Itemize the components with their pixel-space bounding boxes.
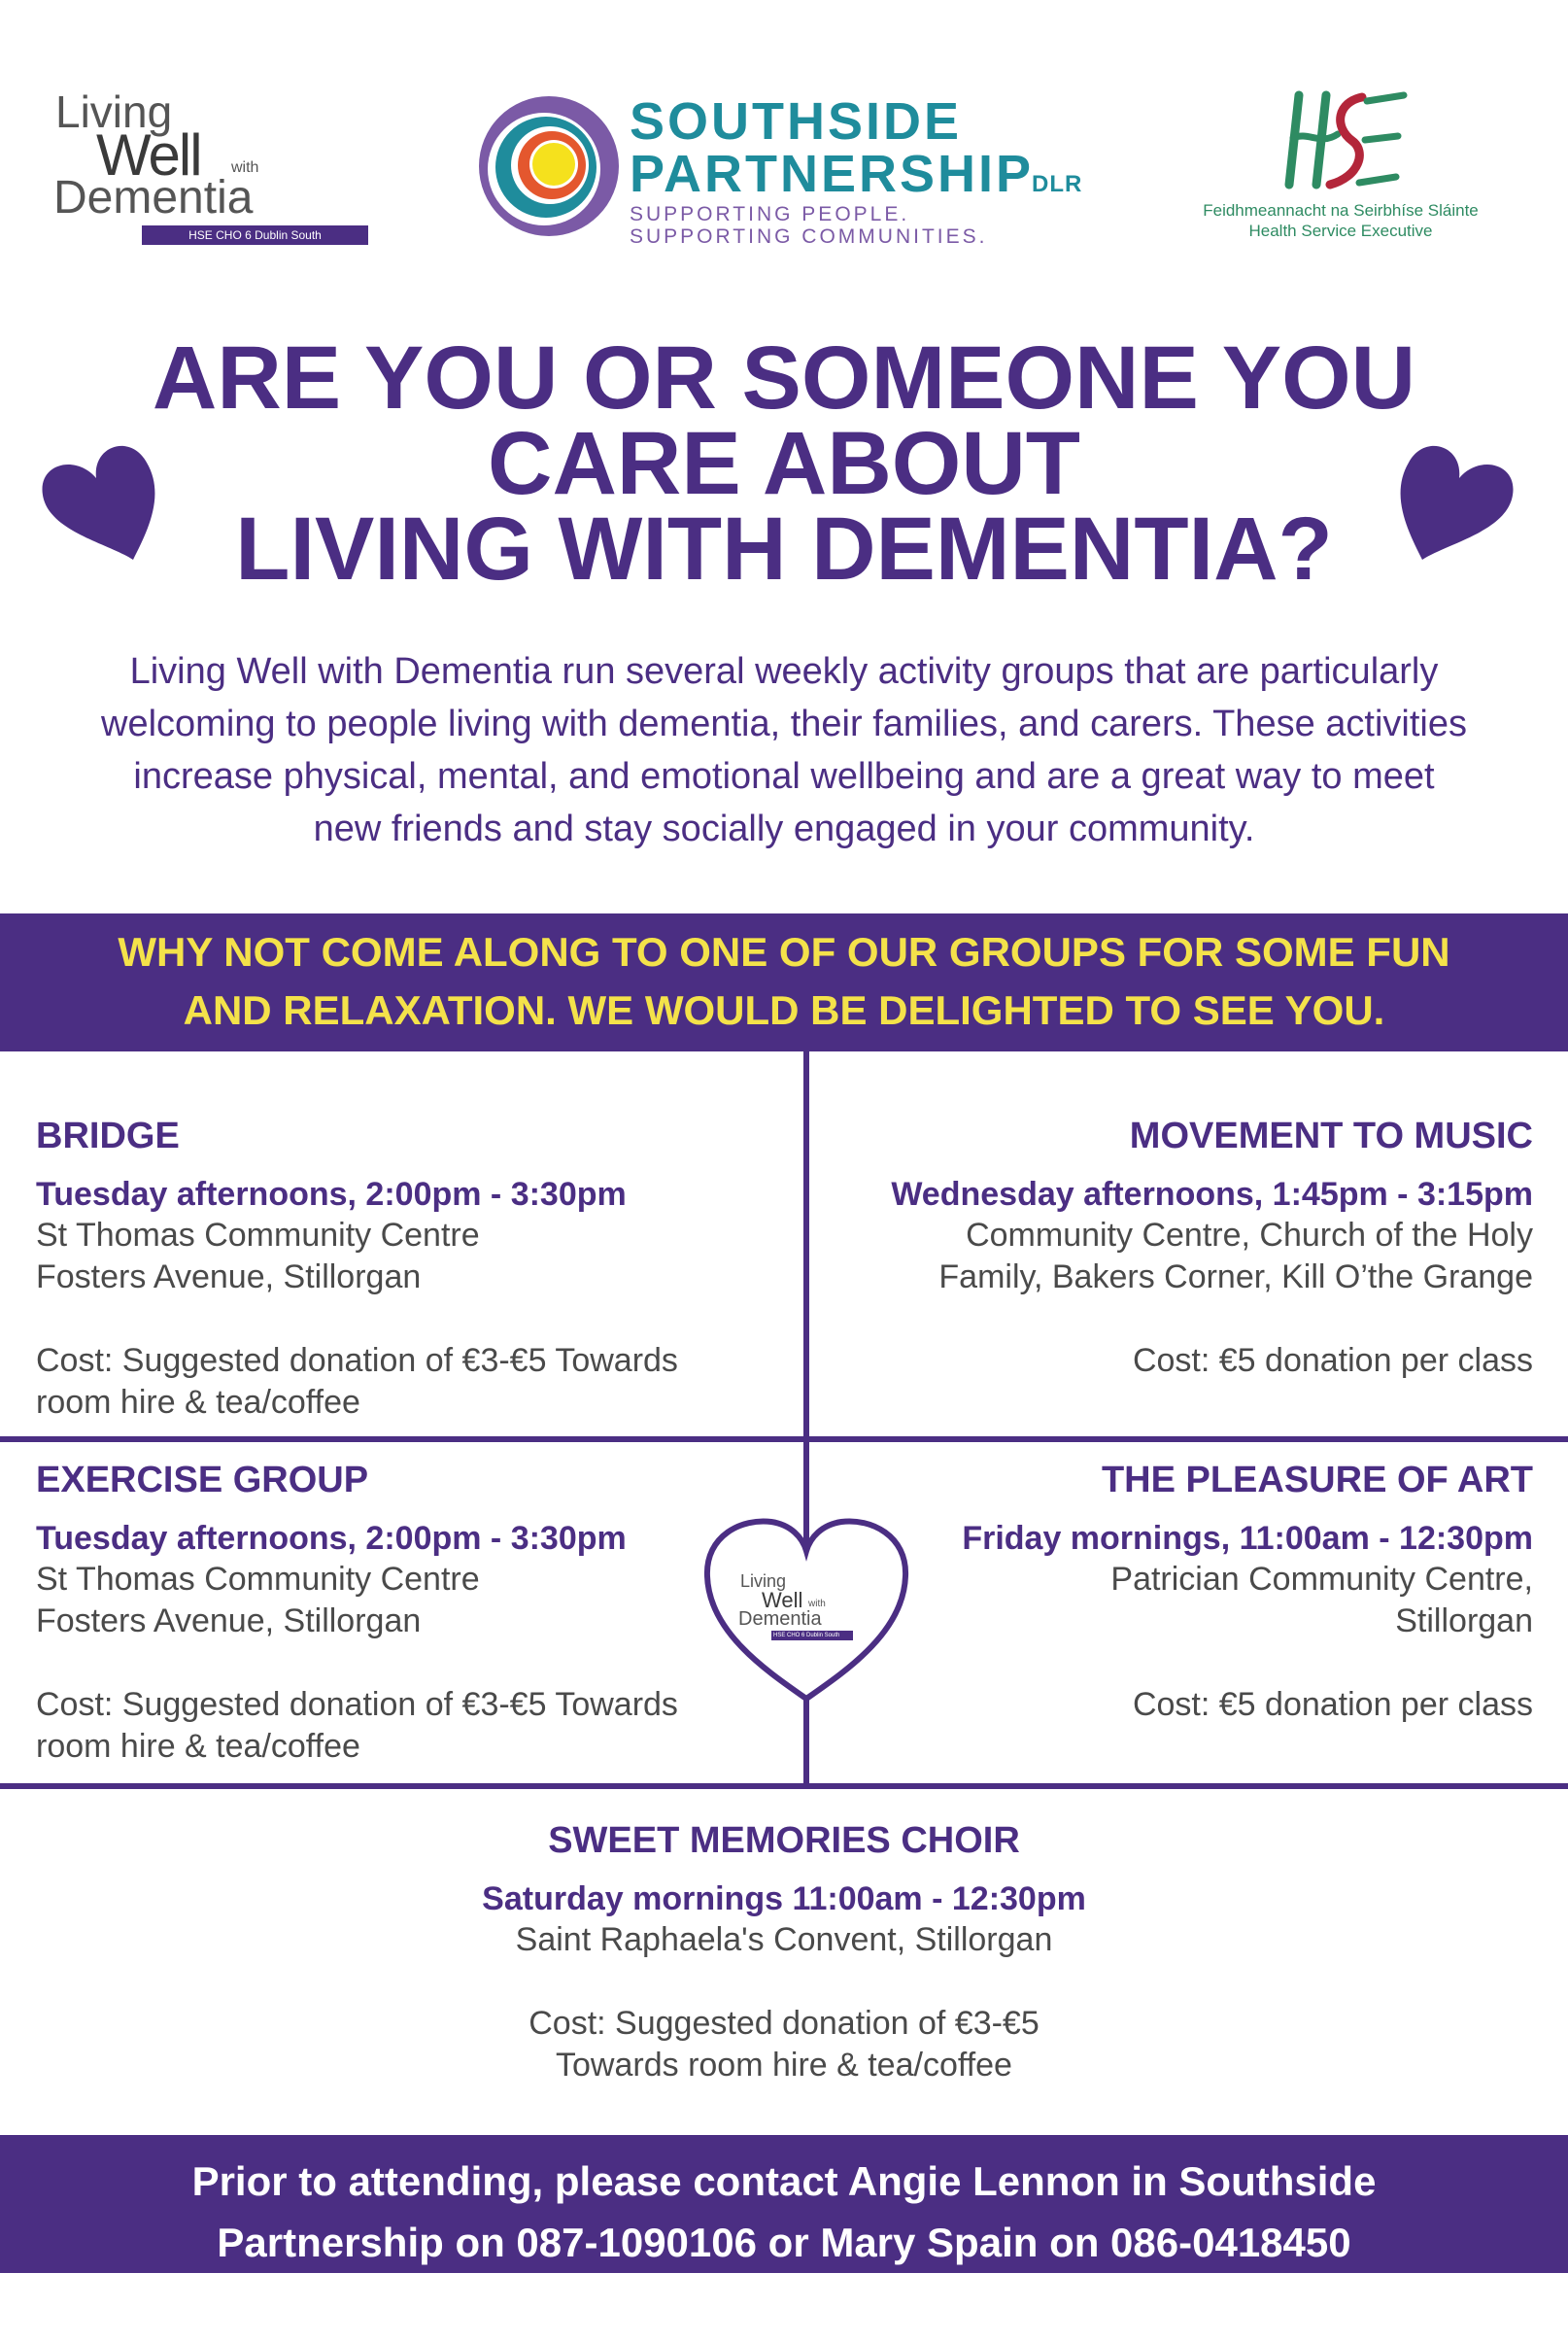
group-location [0, 1919, 1568, 1961]
location-line2: Fosters Avenue, Stillorgan [36, 1258, 422, 1295]
southside-tagline1: SUPPORTING PEOPLE. [630, 203, 910, 225]
southside-name-line1: SOUTHSIDE [630, 92, 963, 151]
intro-line3: increase physical, mental, and emotional wellbeing and are a great way to meet [133, 756, 1435, 797]
intro-paragraph [19, 645, 1549, 855]
badge-bar-text: HSE CHO 6 Dublin South [773, 1633, 840, 1638]
footer-line2: Partnership on 087-1090106 or Mary Spain on 086-0418450 [217, 2220, 1351, 2265]
badge-well: Well [762, 1588, 803, 1612]
group-schedule: Tuesday afternoons, 2:00pm - 3:30pm [36, 1176, 627, 1213]
grid-divider-horizontal [0, 1783, 1568, 1789]
group-exercise [36, 1462, 774, 1768]
logo-well: Well [96, 122, 201, 188]
group-cost [826, 1684, 1533, 1726]
southside-swirl-icon [476, 93, 622, 239]
location-line2: Family, Bakers Corner, Kill O’the Grange [938, 1258, 1533, 1295]
group-title: SWEET MEMORIES CHOIR [548, 1820, 1020, 1861]
intro-line4: new friends and stay socially engaged in your community. [313, 809, 1255, 849]
cost-line1: Cost: €5 donation per class [1132, 1342, 1533, 1379]
logo-bar: HSE CHO 6 Dublin South [142, 225, 368, 245]
logo-with: with [231, 159, 259, 176]
group-schedule: Friday mornings, 11:00am - 12:30pm [962, 1520, 1533, 1557]
southside-partnership-logo [476, 89, 1098, 255]
southside-tagline2: SUPPORTING COMMUNITIES. [630, 225, 988, 248]
banner-line2: AND RELAXATION. WE WOULD BE DELIGHTED TO SEE YOU. [183, 987, 1385, 1033]
cost-line2: room hire & tea/coffee [36, 1728, 360, 1765]
group-schedule: Wednesday afternoons, 1:45pm - 3:15pm [891, 1176, 1533, 1213]
location-line2: Stillorgan [1395, 1602, 1533, 1639]
group-title: MOVEMENT TO MUSIC [1129, 1116, 1533, 1156]
location-line1: Community Centre, Church of the Holy [966, 1217, 1533, 1254]
badge-dementia: Dementia [738, 1608, 822, 1630]
group-title: BRIDGE [36, 1116, 180, 1156]
cost-line1: Cost: €5 donation per class [1132, 1686, 1533, 1723]
banner-line1: WHY NOT COME ALONG TO ONE OF OUR GROUPS FOR SOME FUN [118, 929, 1450, 975]
group-schedule: Tuesday afternoons, 2:00pm - 3:30pm [36, 1520, 627, 1557]
intro-line1: Living Well with Dementia run several weekly activity groups that are particularly [129, 651, 1439, 692]
footer-line1: Prior to attending, please contact Angie Lennon in Southside [191, 2158, 1377, 2204]
group-cost [0, 2003, 1568, 2086]
headline-line3: LIVING WITH DEMENTIA? [235, 499, 1333, 599]
location-line1: Saint Raphaela's Convent, Stillorgan [515, 1921, 1053, 1958]
group-location [826, 1215, 1533, 1298]
location-line1: St Thomas Community Centre [36, 1561, 480, 1598]
hse-mark-icon [1270, 87, 1415, 194]
location-line1: Patrician Community Centre, [1110, 1561, 1533, 1598]
hse-logo [1180, 87, 1511, 248]
group-location [36, 1559, 774, 1642]
group-title: EXERCISE GROUP [36, 1460, 369, 1500]
cost-line1: Cost: Suggested donation of €3-€5 [528, 2005, 1040, 2042]
group-sweet-memories-choir [0, 1822, 1568, 2086]
headline [0, 328, 1568, 599]
headline-line2: CARE ABOUT [488, 414, 1080, 513]
hse-irish-name: Feidhmeannacht na Seirbhíse Sláinte [1203, 201, 1479, 220]
logo-dementia: Dementia [53, 172, 254, 224]
cost-line2: Towards room hire & tea/coffee [556, 2047, 1012, 2084]
location-line1: St Thomas Community Centre [36, 1217, 480, 1254]
group-schedule: Saturday mornings 11:00am - 12:30pm [482, 1880, 1086, 1917]
group-pleasure-of-art [826, 1462, 1533, 1726]
grid-divider-horizontal [0, 1436, 1568, 1442]
heart-badge [699, 1516, 913, 1705]
group-location [36, 1215, 774, 1298]
cost-line2: room hire & tea/coffee [36, 1384, 360, 1421]
group-bridge [36, 1118, 774, 1424]
group-cost [36, 1684, 774, 1768]
location-line2: Fosters Avenue, Stillorgan [36, 1602, 422, 1639]
logo-living: Living [55, 86, 173, 137]
intro-line2: welcoming to people living with dementia, their families, and carers. These activities [101, 704, 1467, 744]
group-cost [826, 1340, 1533, 1382]
headline-line1: ARE YOU OR SOMEONE YOU [152, 328, 1416, 428]
contact-footer [0, 2135, 1568, 2273]
southside-name-line2: PARTNERSHIP [630, 145, 1035, 203]
southside-dlr: DLR [1032, 171, 1083, 197]
hse-english-name: Health Service Executive [1248, 222, 1433, 240]
group-title: THE PLEASURE OF ART [1101, 1460, 1533, 1500]
invitation-banner [0, 913, 1568, 1051]
badge-with: with [808, 1599, 826, 1609]
group-location [826, 1559, 1533, 1642]
badge-living: Living [740, 1571, 787, 1591]
cost-line1: Cost: Suggested donation of €3-€5 Towards [36, 1342, 678, 1379]
group-movement-to-music [826, 1118, 1533, 1382]
living-well-logo [53, 86, 374, 245]
group-cost [36, 1340, 774, 1424]
cost-line1: Cost: Suggested donation of €3-€5 Towards [36, 1686, 678, 1723]
